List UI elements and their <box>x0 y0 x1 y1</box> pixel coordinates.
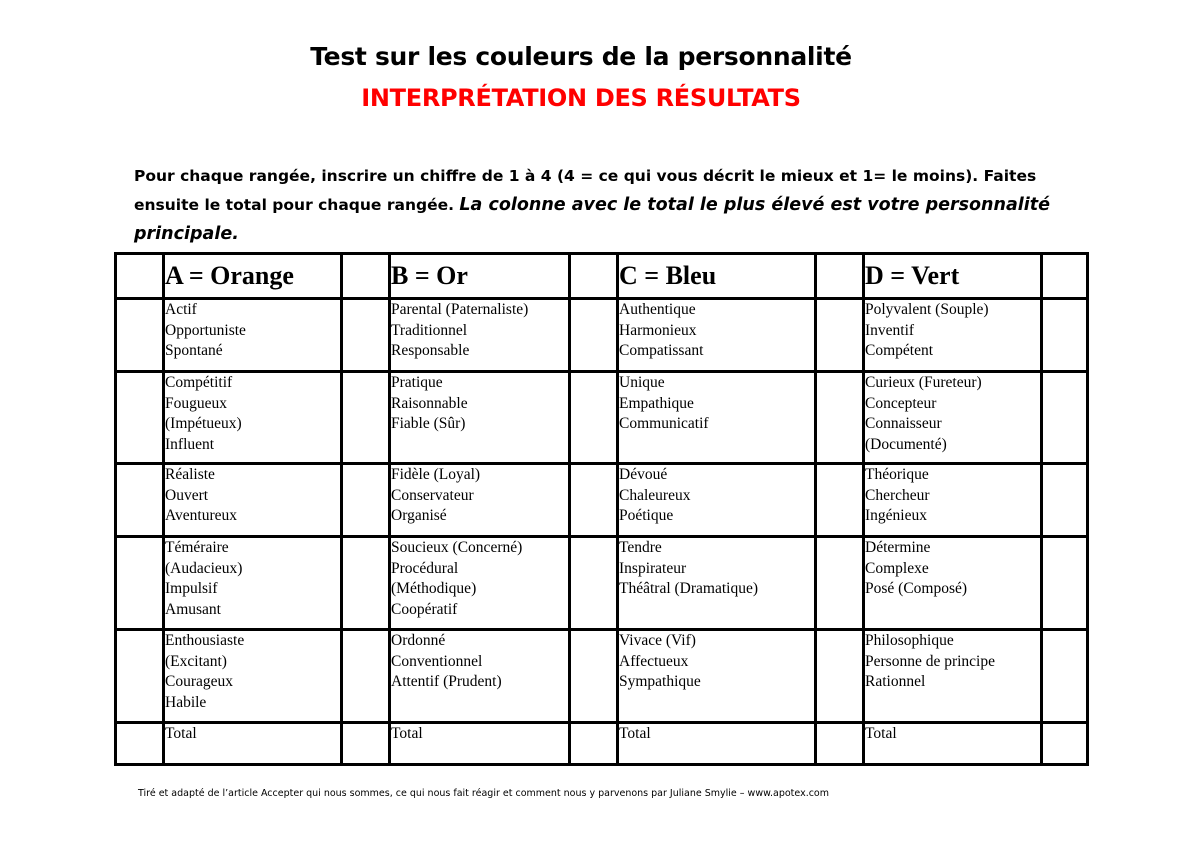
table-row <box>116 537 1088 630</box>
score-cell[interactable] <box>1042 723 1088 765</box>
trait-cell: Fidèle (Loyal) Conservateur Organisé <box>390 464 570 537</box>
score-cell[interactable] <box>342 372 390 464</box>
trait-cell: Authentique Harmonieux Compatissant <box>618 299 816 372</box>
trait-cell: Tendre Inspirateur Théâtral (Dramatique) <box>618 537 816 630</box>
total-label: Total <box>864 723 1042 765</box>
score-cell[interactable] <box>342 630 390 723</box>
total-label: Total <box>164 723 342 765</box>
score-cell[interactable] <box>1042 299 1088 372</box>
score-cell[interactable] <box>570 464 618 537</box>
table-row <box>116 464 1088 537</box>
score-cell[interactable] <box>116 299 164 372</box>
table-header-row <box>116 254 1088 299</box>
score-cell[interactable] <box>116 372 164 464</box>
score-cell[interactable] <box>116 254 164 299</box>
table-row <box>116 630 1088 723</box>
total-label: Total <box>390 723 570 765</box>
trait-cell: Actif Opportuniste Spontané <box>164 299 342 372</box>
score-cell[interactable] <box>816 299 864 372</box>
score-cell[interactable] <box>816 372 864 464</box>
score-cell[interactable] <box>816 630 864 723</box>
trait-cell: Curieux (Fureteur) Concepteur Connaisseur (Documenté) <box>864 372 1042 464</box>
score-cell[interactable] <box>1042 630 1088 723</box>
instructions <box>134 162 1094 249</box>
trait-cell: Pratique Raisonnable Fiable (Sûr) <box>390 372 570 464</box>
table-row <box>116 372 1088 464</box>
score-cell[interactable] <box>570 299 618 372</box>
page-title: Test sur les couleurs de la personnalité <box>310 42 852 71</box>
column-header-a: A = Orange <box>164 254 342 299</box>
instructions-text: Pour chaque rangée, inscrire un chiffre de 1 à 4 (4 = ce qui vous décrit le mieux et 1= le moins). Faites ensuite le total pour chaque rangée. <box>134 167 1037 214</box>
total-label: Total <box>618 723 816 765</box>
score-cell[interactable] <box>816 254 864 299</box>
trait-cell: Réaliste Ouvert Aventureux <box>164 464 342 537</box>
trait-cell: Enthousiaste (Excitant) Courageux Habile <box>164 630 342 723</box>
score-cell[interactable] <box>570 537 618 630</box>
trait-cell: Philosophique Personne de principe Rationnel <box>864 630 1042 723</box>
score-cell[interactable] <box>570 630 618 723</box>
score-cell[interactable] <box>116 464 164 537</box>
footnote: Tiré et adapté de l’article Accepter qui nous sommes, ce qui nous fait réagir et comment nous y parvenons par Juliane Smylie – www.apotex.com <box>138 788 829 799</box>
personality-table <box>114 252 1089 766</box>
score-cell[interactable] <box>342 537 390 630</box>
trait-cell: Compétitif Fougueux (Impétueux) Influent <box>164 372 342 464</box>
score-cell[interactable] <box>570 372 618 464</box>
trait-cell: Dévoué Chaleureux Poétique <box>618 464 816 537</box>
table-row <box>116 299 1088 372</box>
score-cell[interactable] <box>1042 254 1088 299</box>
score-cell[interactable] <box>1042 464 1088 537</box>
trait-cell: Ordonné Conventionnel Attentif (Prudent) <box>390 630 570 723</box>
column-header-b: B = Or <box>390 254 570 299</box>
score-cell[interactable] <box>1042 537 1088 630</box>
column-header-d: D = Vert <box>864 254 1042 299</box>
score-cell[interactable] <box>816 537 864 630</box>
score-cell[interactable] <box>342 299 390 372</box>
score-cell[interactable] <box>1042 372 1088 464</box>
score-cell[interactable] <box>342 464 390 537</box>
score-cell[interactable] <box>342 723 390 765</box>
score-cell[interactable] <box>570 723 618 765</box>
total-row <box>116 723 1088 765</box>
trait-cell: Téméraire (Audacieux) Impulsif Amusant <box>164 537 342 630</box>
score-cell[interactable] <box>570 254 618 299</box>
score-cell[interactable] <box>816 464 864 537</box>
score-cell[interactable] <box>342 254 390 299</box>
trait-cell: Vivace (Vif) Affectueux Sympathique <box>618 630 816 723</box>
trait-cell: Polyvalent (Souple) Inventif Compétent <box>864 299 1042 372</box>
trait-cell: Parental (Paternaliste) Traditionnel Responsable <box>390 299 570 372</box>
score-cell[interactable] <box>116 537 164 630</box>
score-cell[interactable] <box>116 630 164 723</box>
score-cell[interactable] <box>116 723 164 765</box>
trait-cell: Soucieux (Concerné) Procédural (Méthodique) Coopératif <box>390 537 570 630</box>
trait-cell: Détermine Complexe Posé (Composé) <box>864 537 1042 630</box>
column-header-c: C = Bleu <box>618 254 816 299</box>
instructions-emphasis: La colonne avec le total le plus élevé est votre personnalité principale. <box>134 195 1051 244</box>
trait-cell: Théorique Chercheur Ingénieux <box>864 464 1042 537</box>
score-cell[interactable] <box>816 723 864 765</box>
trait-cell: Unique Empathique Communicatif <box>618 372 816 464</box>
page-subtitle: INTERPRÉTATION DES RÉSULTATS <box>361 84 801 112</box>
